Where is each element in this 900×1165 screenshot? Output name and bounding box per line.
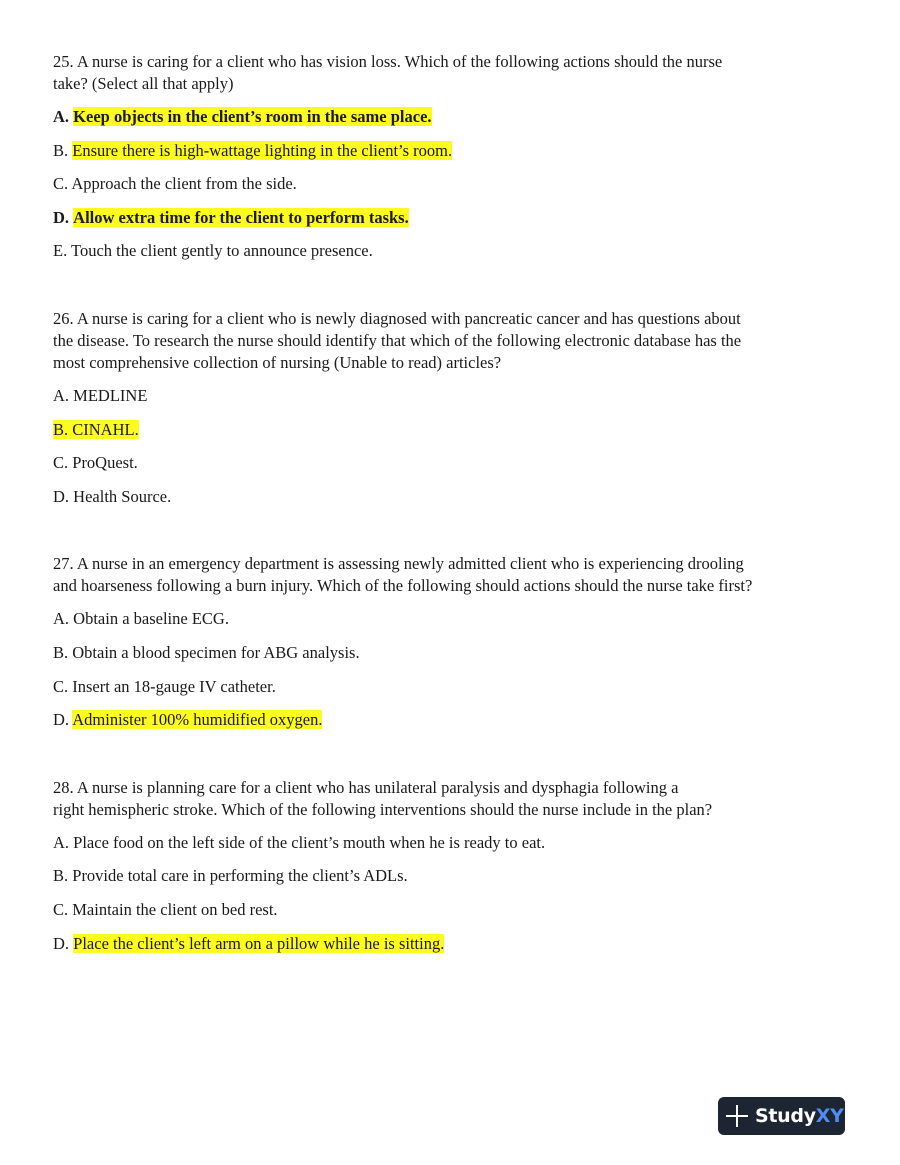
option-text: Touch the client gently to announce presence. bbox=[71, 241, 373, 261]
answer-option bbox=[53, 452, 813, 474]
answer-option bbox=[53, 419, 813, 441]
option-letter: D. bbox=[53, 486, 70, 506]
option-text: Approach the client from the side. bbox=[71, 174, 297, 194]
answer-option bbox=[53, 106, 813, 128]
option-text: ProQuest. bbox=[72, 453, 138, 473]
stem-line: and hoarseness following a burn injury. Which of the following should actions should the nurse take first? bbox=[53, 576, 753, 596]
answer-option bbox=[53, 899, 813, 921]
question-spacer bbox=[53, 519, 813, 553]
answer-option bbox=[53, 832, 813, 854]
answer-option bbox=[53, 642, 813, 664]
option-letter: C. bbox=[53, 453, 69, 473]
option-letter: C. bbox=[53, 174, 69, 194]
answer-option bbox=[53, 486, 813, 508]
answer-option bbox=[53, 709, 813, 731]
answer-option bbox=[53, 207, 813, 229]
answer-option bbox=[53, 676, 813, 698]
stem-line: right hemispheric stroke. Which of the following interventions should the nurse include in the plan? bbox=[53, 799, 713, 819]
option-letter: B. bbox=[53, 419, 69, 439]
option-text: Maintain the client on bed rest. bbox=[72, 899, 278, 919]
question-25 bbox=[53, 51, 813, 262]
answer-option bbox=[53, 865, 813, 887]
option-text: Insert an 18-gauge IV catheter. bbox=[72, 676, 276, 696]
option-text: Obtain a blood specimen for ABG analysis. bbox=[72, 642, 360, 662]
stem-line: the disease. To research the nurse should identify that which of the following electronic database has the bbox=[53, 330, 742, 350]
option-text: Health Source. bbox=[73, 486, 172, 506]
option-letter: D. bbox=[53, 710, 70, 730]
question-26 bbox=[53, 308, 813, 508]
brand-accent: XY bbox=[815, 1105, 844, 1127]
option-letter: A. bbox=[53, 609, 70, 629]
question-stem bbox=[53, 553, 813, 597]
option-text: MEDLINE bbox=[73, 385, 148, 405]
option-letter: B. bbox=[53, 642, 69, 662]
option-text: Place food on the left side of the client’s mouth when he is ready to eat. bbox=[73, 832, 546, 852]
option-letter: B. bbox=[53, 140, 69, 160]
option-text: CINAHL. bbox=[72, 419, 139, 439]
question-27 bbox=[53, 553, 813, 731]
stem-line: 27. A nurse in an emergency department is assessing newly admitted client who is experiencing drooling bbox=[53, 554, 744, 574]
question-stem bbox=[53, 51, 813, 95]
option-text: Keep objects in the client’s room in the same place. bbox=[73, 107, 432, 126]
option-letter: A. bbox=[53, 832, 70, 852]
option-letter: C. bbox=[53, 676, 69, 696]
question-spacer bbox=[53, 743, 813, 777]
document-page bbox=[53, 51, 813, 966]
question-stem bbox=[53, 777, 813, 821]
stem-line: 25. A nurse is caring for a client who has vision loss. Which of the following actions should the nurse bbox=[53, 52, 723, 71]
answer-option bbox=[53, 240, 813, 262]
answer-option bbox=[53, 385, 813, 407]
option-highlighted bbox=[53, 420, 139, 439]
answer-option bbox=[53, 140, 813, 162]
option-letter: D. bbox=[53, 933, 70, 953]
option-letter: C. bbox=[53, 899, 69, 919]
question-stem bbox=[53, 308, 813, 374]
option-letter: B. bbox=[53, 866, 69, 886]
stem-line: 26. A nurse is caring for a client who is newly diagnosed with pancreatic cancer and has questions about bbox=[53, 308, 741, 328]
brand-main: Study bbox=[755, 1105, 816, 1127]
answer-option bbox=[53, 173, 813, 195]
brand-logo-text bbox=[755, 1105, 844, 1127]
option-text: Administer 100% humidified oxygen. bbox=[72, 710, 323, 730]
option-letter: E. bbox=[53, 241, 68, 261]
option-text: Provide total care in performing the client’s ADLs. bbox=[72, 866, 408, 886]
option-letter: D. bbox=[53, 207, 70, 227]
option-letter: A. bbox=[53, 385, 70, 405]
answer-option bbox=[53, 608, 813, 630]
plus-icon bbox=[726, 1105, 748, 1127]
question-spacer bbox=[53, 274, 813, 308]
answer-option bbox=[53, 933, 813, 955]
option-text: Allow extra time for the client to perform tasks. bbox=[73, 207, 409, 227]
stem-line: 28. A nurse is planning care for a client who has unilateral paralysis and dysphagia following a bbox=[53, 777, 679, 797]
option-text: Ensure there is high-wattage lighting in the client’s room. bbox=[72, 140, 453, 160]
studyxy-badge[interactable] bbox=[718, 1097, 845, 1135]
stem-line: most comprehensive collection of nursing (Unable to read) articles? bbox=[53, 352, 502, 372]
option-letter: A. bbox=[53, 107, 70, 126]
question-28 bbox=[53, 777, 813, 955]
option-text: Obtain a baseline ECG. bbox=[73, 609, 229, 629]
stem-line: take? (Select all that apply) bbox=[53, 74, 234, 93]
option-text: Place the client’s left arm on a pillow while he is sitting. bbox=[73, 933, 445, 953]
